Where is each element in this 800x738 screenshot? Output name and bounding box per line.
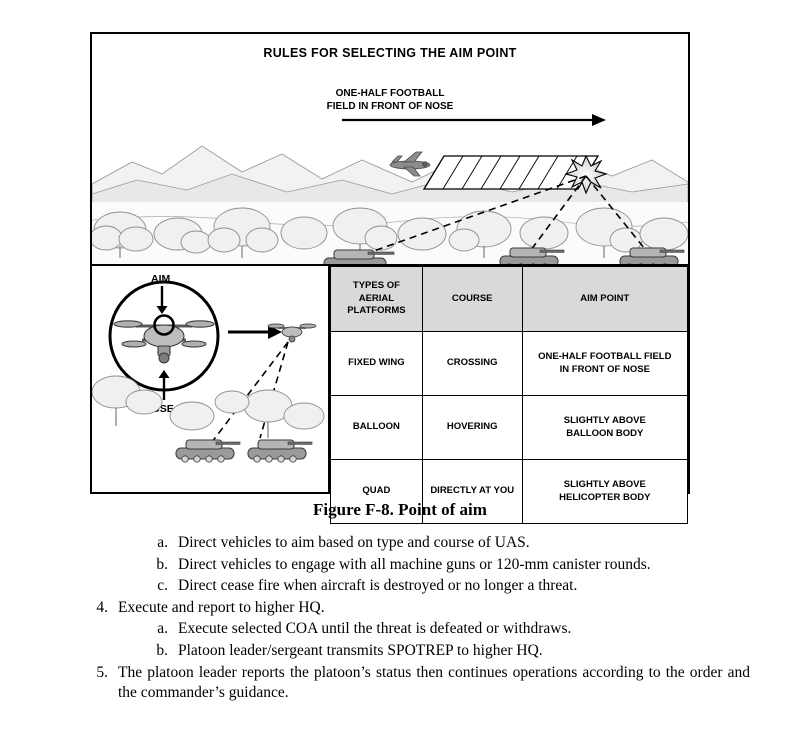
list-text: Execute selected COA until the threat is defeated or withdraws. <box>178 620 572 638</box>
table-row <box>331 332 688 396</box>
list-text: Platoon leader/sergeant transmits SPOTREP to higher HQ. <box>178 642 543 660</box>
list-item <box>60 598 750 619</box>
list-marker: 5. <box>96 663 108 681</box>
svg-text:ONE-HALF FOOTBALL: ONE-HALF FOOTBALL <box>335 88 445 99</box>
header-line: TYPES OF <box>352 279 400 291</box>
column-header-course: COURSE <box>422 267 522 332</box>
list-item <box>60 663 750 704</box>
list-marker: a. <box>157 534 168 551</box>
list-text: Direct cease fire when aircraft is destroyed or no longer a threat. <box>178 577 578 595</box>
column-header-aim-point: AIM POINT <box>522 267 687 332</box>
table-row <box>331 396 688 460</box>
list-item <box>60 641 750 662</box>
list-marker: c. <box>157 577 168 595</box>
list-text: Direct vehicles to aim based on type and course of UAS. <box>178 534 530 551</box>
svg-text:AIM: AIM <box>151 273 171 285</box>
list-text: Execute and report to higher HQ. <box>118 598 325 616</box>
column-header-platforms <box>331 267 423 332</box>
cell-platform: BALLOON <box>331 396 423 460</box>
cell-course: DIRECTLY AT YOU <box>422 460 522 524</box>
cell-course: CROSSING <box>422 332 522 396</box>
list-marker: b. <box>156 642 168 660</box>
list-text: The platoon leader reports the platoon’s status then continues operations according to the order and the commander’s guidance. <box>118 663 750 702</box>
cell-course: HOVERING <box>422 396 522 460</box>
list-item <box>60 555 750 576</box>
cell-aim-point <box>522 332 687 396</box>
table-header-row <box>331 267 688 332</box>
cell-line: IN FRONT OF NOSE <box>559 363 650 375</box>
svg-text:FIELD IN FRONT OF NOSE: FIELD IN FRONT OF NOSE <box>326 101 454 112</box>
cell-platform: QUAD <box>331 460 423 524</box>
list-item <box>60 533 750 554</box>
list-text: Direct vehicles to engage with all machine guns or 120-mm canister rounds. <box>178 555 651 573</box>
cell-aim-point <box>522 396 687 460</box>
aim-point-table <box>330 266 688 524</box>
header-line: AERIAL <box>358 292 395 304</box>
list-marker: b. <box>156 555 168 573</box>
list-item <box>60 619 750 640</box>
cell-line: BALLOON BODY <box>566 427 644 439</box>
cell-line: ONE-HALF FOOTBALL FIELD <box>538 350 672 362</box>
cell-line: SLIGHTLY ABOVE <box>563 478 646 490</box>
cell-line: SLIGHTLY ABOVE <box>563 414 646 426</box>
quad-aim-inset-illustration <box>92 266 328 492</box>
list-marker: 4. <box>96 598 108 616</box>
cell-line: HELICOPTER BODY <box>559 491 651 503</box>
document-body <box>60 533 750 705</box>
list-marker: a. <box>157 620 168 638</box>
figure-caption: Figure F-8. Point of aim <box>313 500 487 519</box>
figure-heading: RULES FOR SELECTING THE AIM POINT <box>263 46 517 60</box>
header-line: PLATFORMS <box>347 305 406 317</box>
aerial-scene-illustration <box>92 34 688 264</box>
cell-platform: FIXED WING <box>331 332 423 396</box>
figure-f8-container <box>90 32 690 503</box>
list-item <box>60 576 750 597</box>
